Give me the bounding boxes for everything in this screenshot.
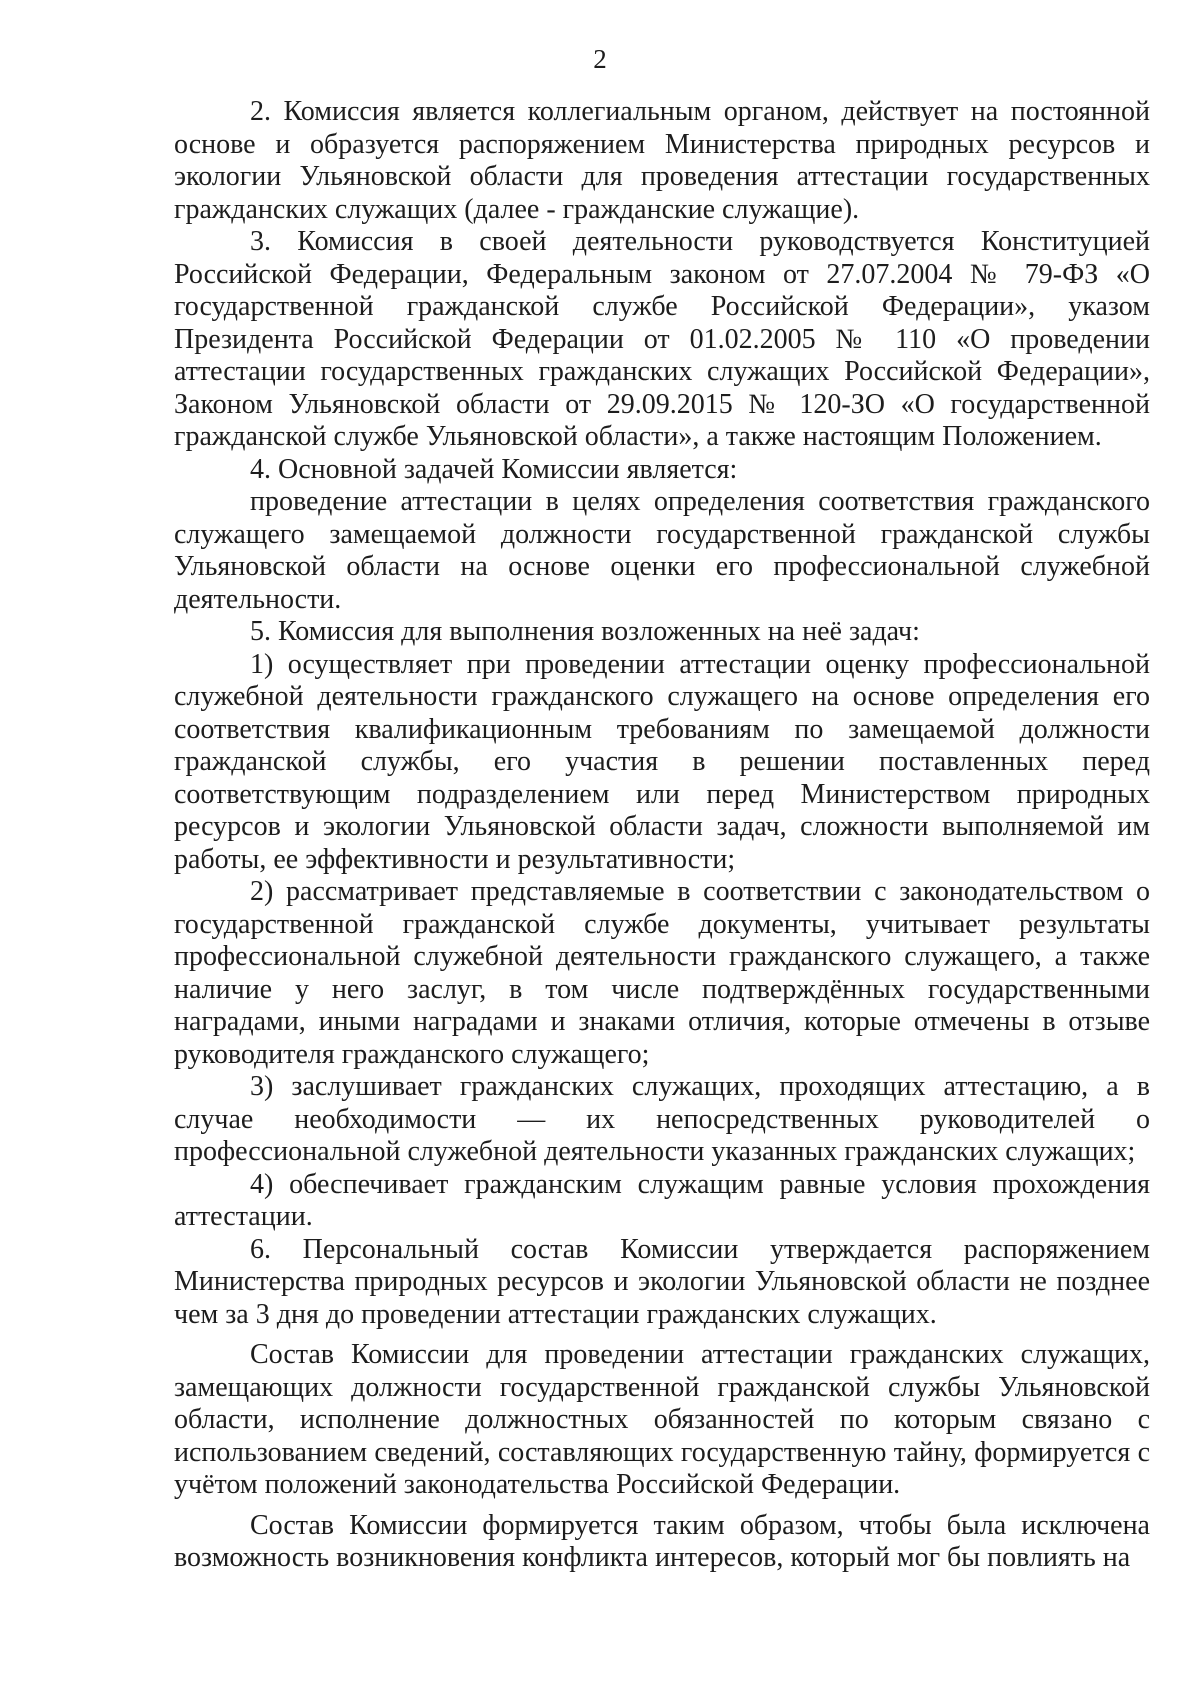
- paragraph-5-item-2: 2) рассматривает представляемые в соответствии с законодательством о государственной гражданской службе документы, учитывает результаты профессиональной служебной деятельности гражданского служащего, а также наличие у него заслуг, в том числе подтверждённых государственными наградами, иными наградами и знаками отличия, которые отмечены в отзыве руководителя гражданского служащего;: [174, 876, 1150, 1070]
- document-body: [174, 96, 1150, 1575]
- paragraph-5: 5. Комиссия для выполнения возложенных на неё задач:: [250, 616, 920, 647]
- paragraph-4-task: проведение аттестации в целях определения соответствия гражданского служащего замещаемой должности государственной гражданской службы Ульяновской области на основе оценки его профессиональной служебной деятельности.: [174, 486, 1150, 615]
- paragraph-6: 6. Персональный состав Комиссии утверждается распоряжением Министерства природных ресурсов и экологии Ульяновской области не позднее чем за 3 дня до проведении аттестации гражданских служащих.: [174, 1233, 1150, 1330]
- paragraph-5-item-3: 3) заслушивает гражданских служащих, проходящих аттестацию, а в случае необходимости — их непосредственных руководителей о профессиональной служебной деятельности указанных гражданских служащих;: [174, 1071, 1150, 1167]
- paragraph-5-item-1: 1) осуществляет при проведении аттестации оценку профессиональной служебной деятельности гражданского служащего на основе определения его соответствия квалификационным требованиям по замещаемой должности гражданской службы, его участия в решении поставленных перед соответствующим подразделением или перед Министерством природных ресурсов и экологии Ульяновской области задач, сложности выполняемой им работы, ее эффективности и результативности;: [174, 648, 1150, 875]
- paragraph-6-conflict: Состав Комиссии формируется таким образом, чтобы была исключена возможность возникновения конфликта интересов, который мог бы повлиять на: [174, 1509, 1150, 1573]
- paragraph-3: 3. Комиссия в своей деятельности руководствуется Конституцией Российской Федерации, Федеральным законом от 27.07.2004 № 79-ФЗ «О государственной гражданской службе Российской Федерации», указом Президента Российской Федерации от 01.02.2005 № 110 «О проведении аттестации государственных гражданских служащих Российской Федерации», Законом Ульяновской области от 29.09.2015 № 120-ЗО «О государственной гражданской службе Ульяновской области», а также настоящим Положением.: [174, 226, 1150, 452]
- paragraph-2: 2. Комиссия является коллегиальным органом, действует на постоянной основе и образуется распоряжением Министерства природных ресурсов и экологии Ульяновской области для проведения аттестации государственных гражданских служащих (далее - гражданские служащие).: [174, 96, 1150, 225]
- paragraph-5-item-4: 4) обеспечивает гражданским служащим равные условия прохождения аттестации.: [174, 1168, 1150, 1232]
- page-number: 2: [593, 44, 607, 74]
- paragraph-4: 4. Основной задачей Комиссии является:: [250, 453, 738, 485]
- paragraph-6-composition: Состав Комиссии для проведении аттестации гражданских служащих, замещающих должности государственной гражданской службы Ульяновской области, исполнение должностных обязанностей по которым связано с использованием сведений, составляющих государственную тайну, формируется с учётом положений законодательства Российской Федерации.: [174, 1339, 1150, 1500]
